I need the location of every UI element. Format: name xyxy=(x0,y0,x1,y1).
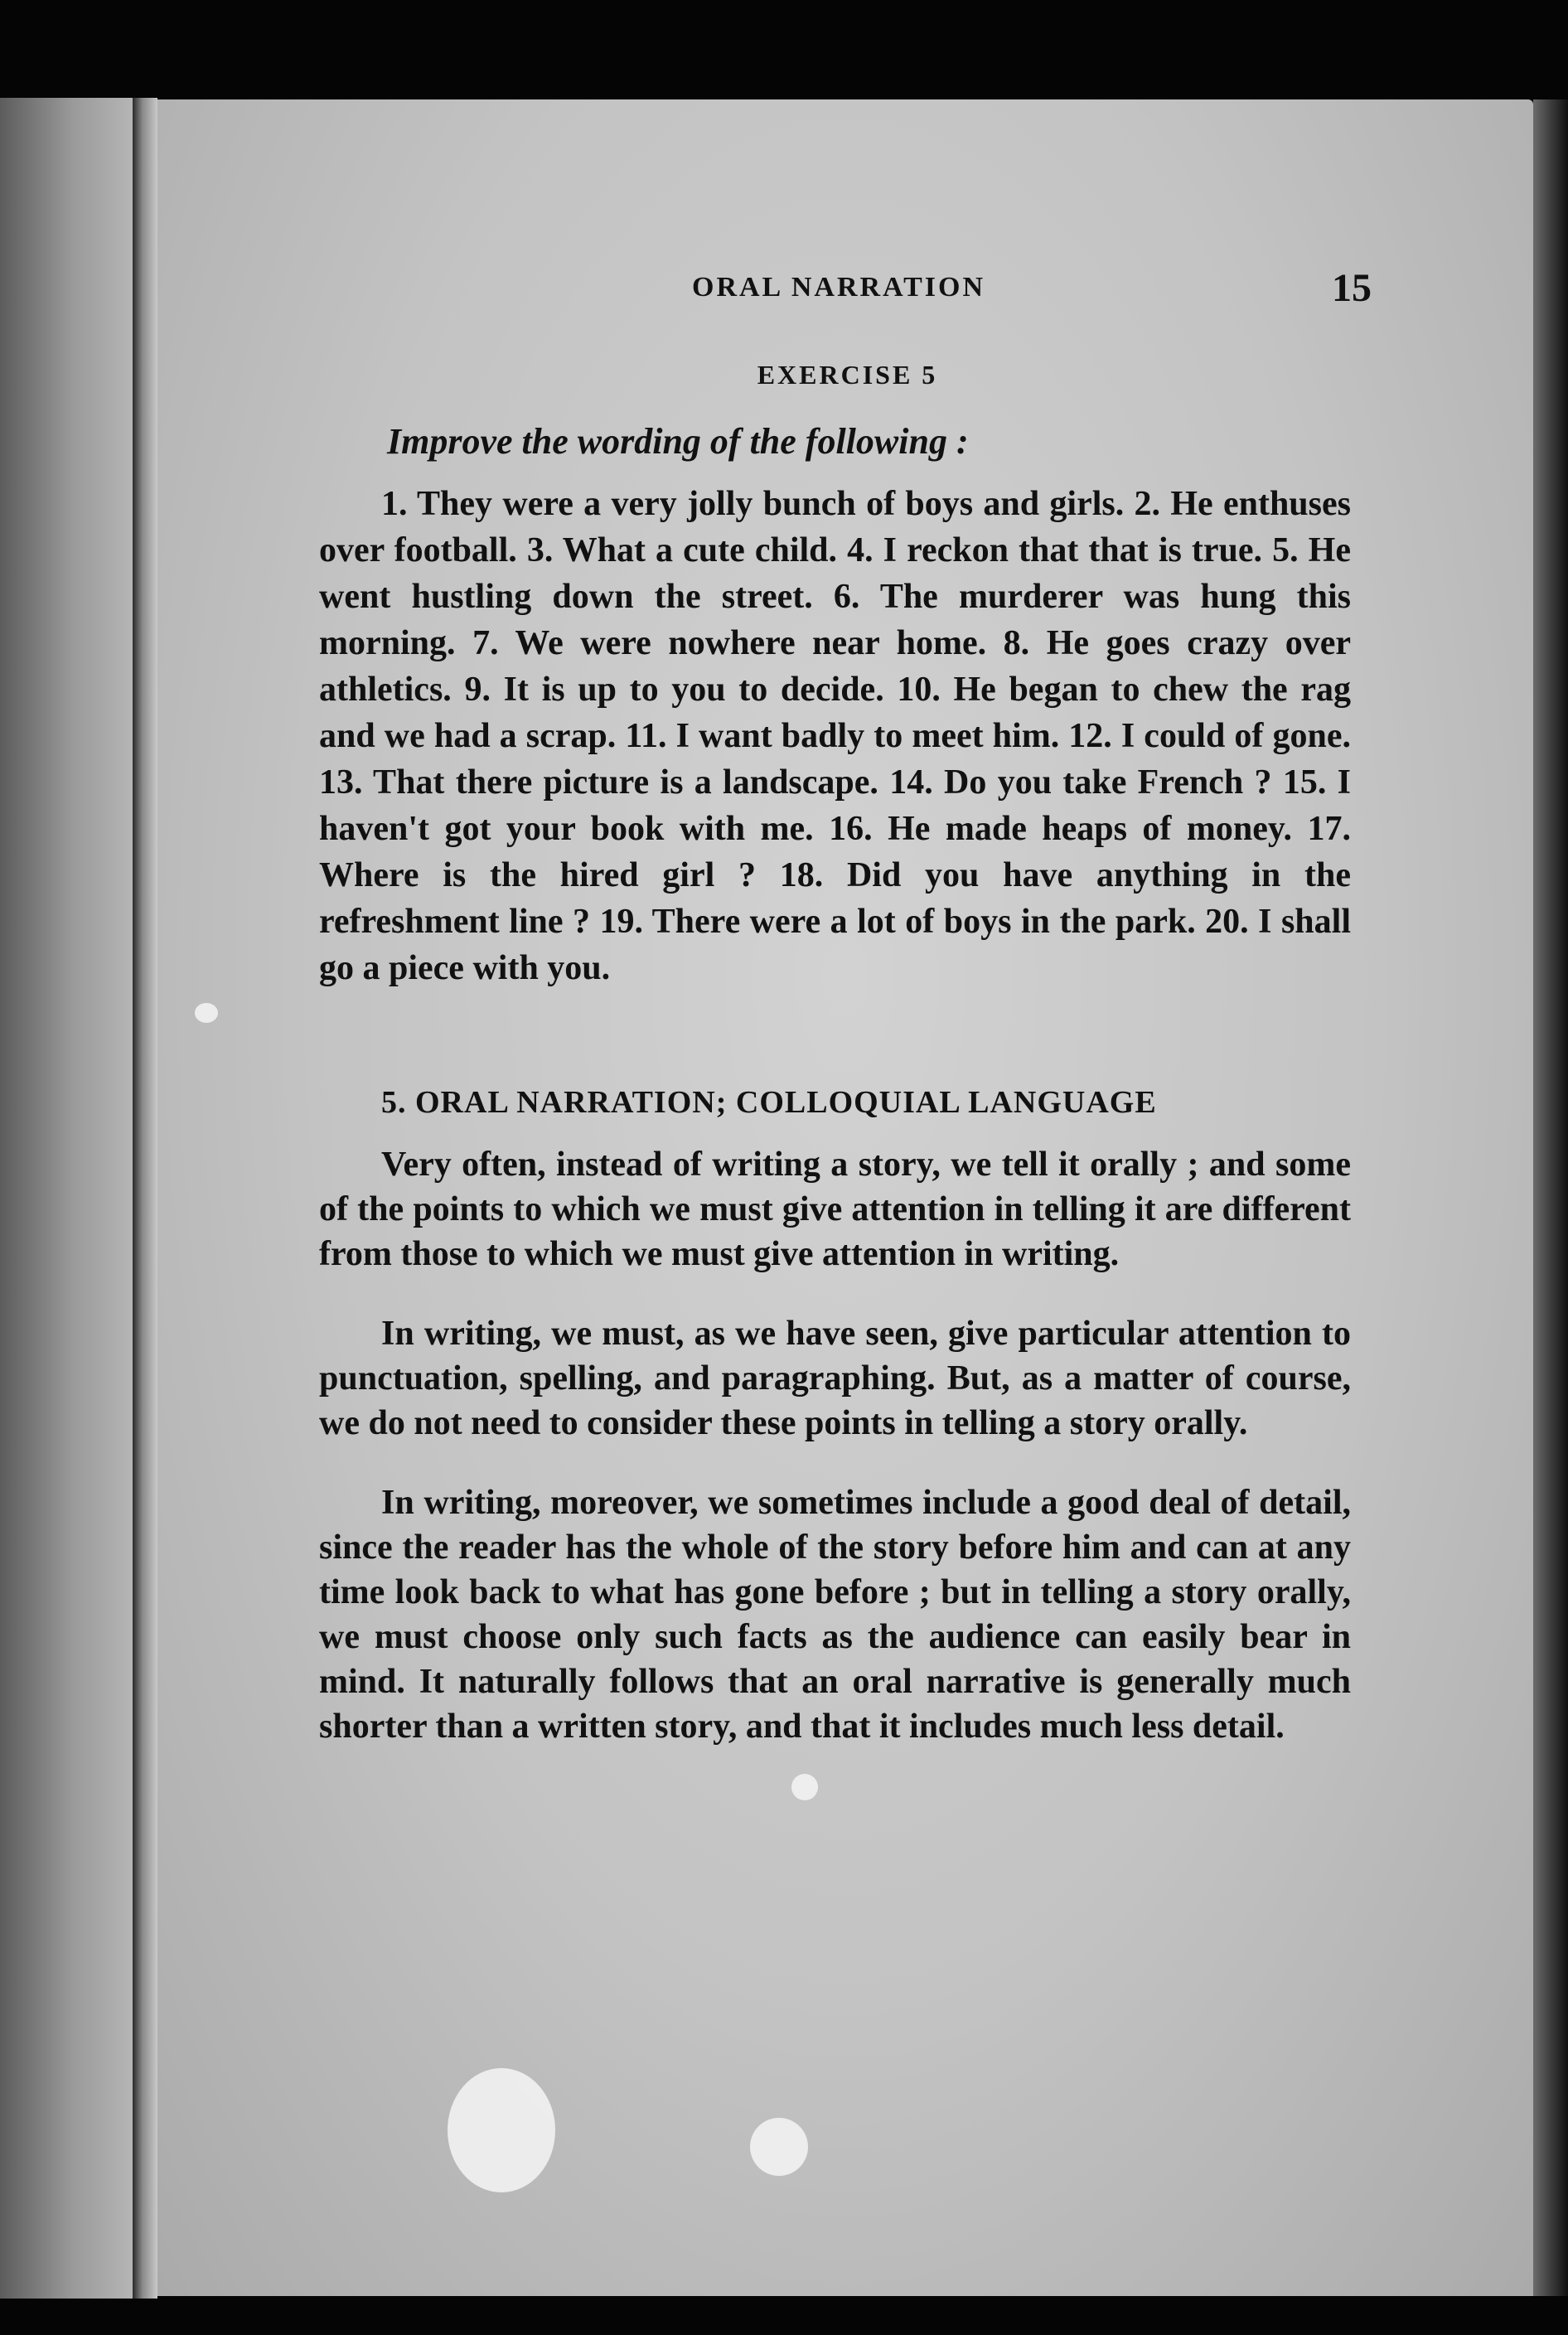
exercise-instruction: Improve the wording of the following : xyxy=(387,421,969,462)
exercise-title: EXERCISE 5 xyxy=(757,360,938,390)
paper-blemish xyxy=(750,2118,808,2176)
paper-blemish xyxy=(448,2068,555,2192)
page-text-column xyxy=(319,265,1372,1784)
page-right-edge xyxy=(1533,99,1568,2296)
facing-page-edge xyxy=(0,98,133,2299)
running-head xyxy=(319,265,1372,315)
page-number: 15 xyxy=(1332,266,1372,310)
running-head-title: ORAL NARRATION xyxy=(692,272,986,303)
paper-blemish xyxy=(195,1003,218,1023)
book-gutter xyxy=(133,98,157,2299)
section-paragraph: In writing, moreover, we sometimes include a good deal of detail, since the reader has the whole of the story before him and can at any time look back to what has gone before ; but in telling a story orally, we must choose only such facts as the audience can easily bear in mind. It naturally follows that an oral narrative is generally much shorter than a written story, and that it includes much less detail. xyxy=(319,1484,1351,1746)
section-paragraph: In writing, we must, as we have seen, give particular attention to punctuation, spelling, and paragraphing. But, as a matter of course, we do not need to consider these points in telling a story orally. xyxy=(319,1315,1351,1442)
section-paragraph: Very often, instead of writing a story, we tell it orally ; and some of the points to which we must give attention in telling it are different from those to which we must give attention in writing. xyxy=(319,1146,1351,1273)
section-heading: 5. ORAL NARRATION; COLLOQUIAL LANGUAGE xyxy=(381,1085,1157,1120)
exercise-sentences: 1. They were a very jolly bunch of boys and girls. 2. He enthuses over football. 3. What a cute child. 4. I reckon that that is true. 5. He went hustling down the street. 6. The murderer was hung this morning. 7. We were nowhere near home. 8. He goes crazy over athletics. 9. It is up to you to decide. 10. He began to chew the rag and we had a scrap. 11. I want badly to meet him. 12. I could of gone. 13. That there picture is a landscape. 14. Do you take French ? 15. I haven't got your book with me. 16. He made heaps of money. 17. Where is the hired girl ? 18. Did you have anything in the refreshment line ? 19. There were a lot of boys in the park. 20. I shall go a piece with you. xyxy=(319,485,1351,987)
